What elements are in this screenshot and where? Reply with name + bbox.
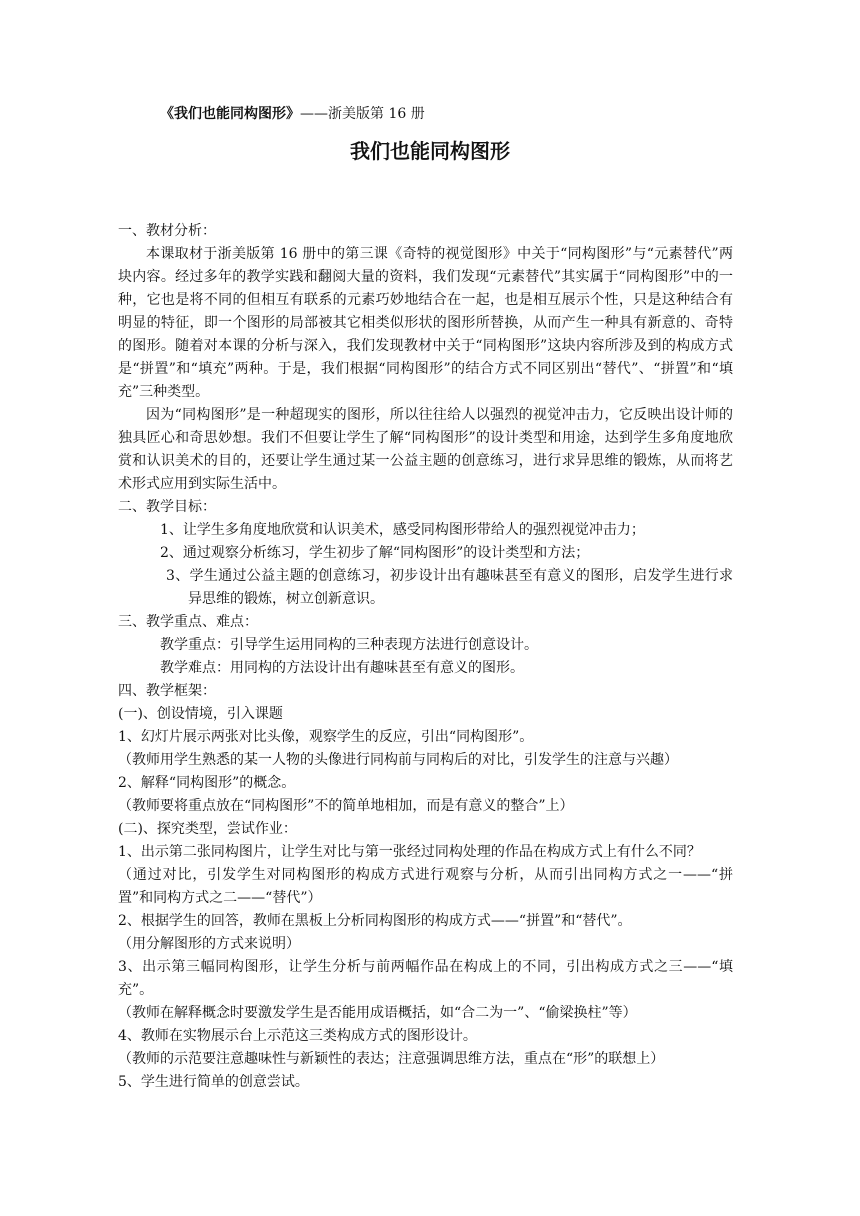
paragraph: 因为“同构图形”是一种超现实的图形，所以往往给人以强烈的视觉冲击力，它反映出设计师的独具匠心和奇思妙想。我们不但要让学生了解“同构图形”的设计类型和用途，达到学生多角度地欣赏和认识美术的目的，还要让学生通过某一公益主题的创意练习，进行求异思维的锻炼，从而将艺术形式应用到实际生活中。 xyxy=(118,407,733,492)
list-item: 3、学生通过公益主题的创意练习，初步设计出有趣味甚至有意义的图形，启发学生进行求异思维的锻炼，树立创新意识。 xyxy=(166,568,733,607)
document-title: 我们也能同构图形 xyxy=(350,139,510,163)
list-item: 2、通过观察分析练习，学生初步了解“同构图形”的设计类型和方法； xyxy=(160,545,590,561)
note: （教师的示范要注意趣味性与新颖性的表达；注意强调思维方法，重点在“形”的联想上） xyxy=(118,1051,665,1067)
subsection-heading: (二)、探究类型，尝试作业： xyxy=(118,821,297,837)
list-item: 4、教师在实物展示台上示范这三类构成方式的图形设计。 xyxy=(118,1028,477,1044)
paragraph: 本课取材于浙美版第 16 册中的第三课《奇特的视觉图形》中关于“同构图形”与“元素替代”两块内容。经过多年的教学实践和翻阅大量的资料，我们发现“元素替代”其实属于“同构图形”中的一种，它也是将不同的但相互有联系的元素巧妙地结合在一起，也是相互展示个性，只是这种结合有明显的特征，即一个图形的局部被其它相类似形状的图形所替换，从而产生一种具有新意的、奇特的图形。随着对本课的分析与深入，我们发现教材中关于“同构图形”这块内容所涉及到的构成方式是“拼置”和“填充”两种。于是，我们根据“同构图形”的结合方式不同区别出“替代”、“拼置”和“填充”三种类型。 xyxy=(118,246,733,400)
note: （教师用学生熟悉的某一人物的头像进行同构前与同构后的对比，引发学生的注意与兴趣） xyxy=(118,752,678,768)
list-item: 2、解释“同构图形”的概念。 xyxy=(118,775,296,791)
header-line xyxy=(160,105,425,123)
note: （教师在解释概念时要激发学生是否能用成语概括，如“合二为一”、“偷梁换柱”等） xyxy=(118,1005,637,1021)
document-body xyxy=(118,220,733,1094)
section-heading-analysis: 一、教材分析： xyxy=(118,223,216,239)
list-item: 教学难点：用同构的方法设计出有趣味甚至有意义的图形。 xyxy=(160,660,524,676)
list-item: 2、根据学生的回答，教师在黑板上分析同构图形的构成方式——“拼置”和“替代”。 xyxy=(118,913,632,929)
section-heading-key-points: 三、教学重点、难点： xyxy=(118,614,258,630)
note: （通过对比，引发学生对同构图形的构成方式进行观察与分析，从而引出同构方式之一——“拼置”和同构方式之二——“替代”） xyxy=(118,867,733,906)
section-heading-framework: 四、教学框架： xyxy=(118,683,216,699)
list-item: 1、幻灯片展示两张对比头像，观察学生的反应，引出“同构图形”。 xyxy=(118,729,534,745)
book-title: 《我们也能同构图形》 xyxy=(160,106,300,122)
list-item: 1、出示第二张同构图片，让学生对比与第一张经过同构处理的作品在构成方式上有什么不同？ xyxy=(118,844,701,860)
edition-label: ——浙美版第 16 册 xyxy=(300,106,425,122)
list-item: 1、让学生多角度地欣赏和认识美术，感受同构图形带给人的强烈视觉冲击力； xyxy=(160,522,645,538)
list-item: 5、学生进行简单的创意尝试。 xyxy=(118,1074,309,1090)
note: （用分解图形的方式来说明） xyxy=(118,936,300,952)
subsection-heading: (一)、创设情境，引入课题 xyxy=(118,706,283,722)
section-heading-goals: 二、教学目标： xyxy=(118,499,216,515)
note: （教师要将重点放在“同构图形”不的简单地相加，而是有意义的整合”上） xyxy=(118,798,574,814)
list-item: 3、出示第三幅同构图形，让学生分析与前两幅作品在构成上的不同，引出构成方式之三——“填充”。 xyxy=(118,959,733,998)
list-item: 教学重点：引导学生运用同构的三种表现方法进行创意设计。 xyxy=(160,637,538,653)
